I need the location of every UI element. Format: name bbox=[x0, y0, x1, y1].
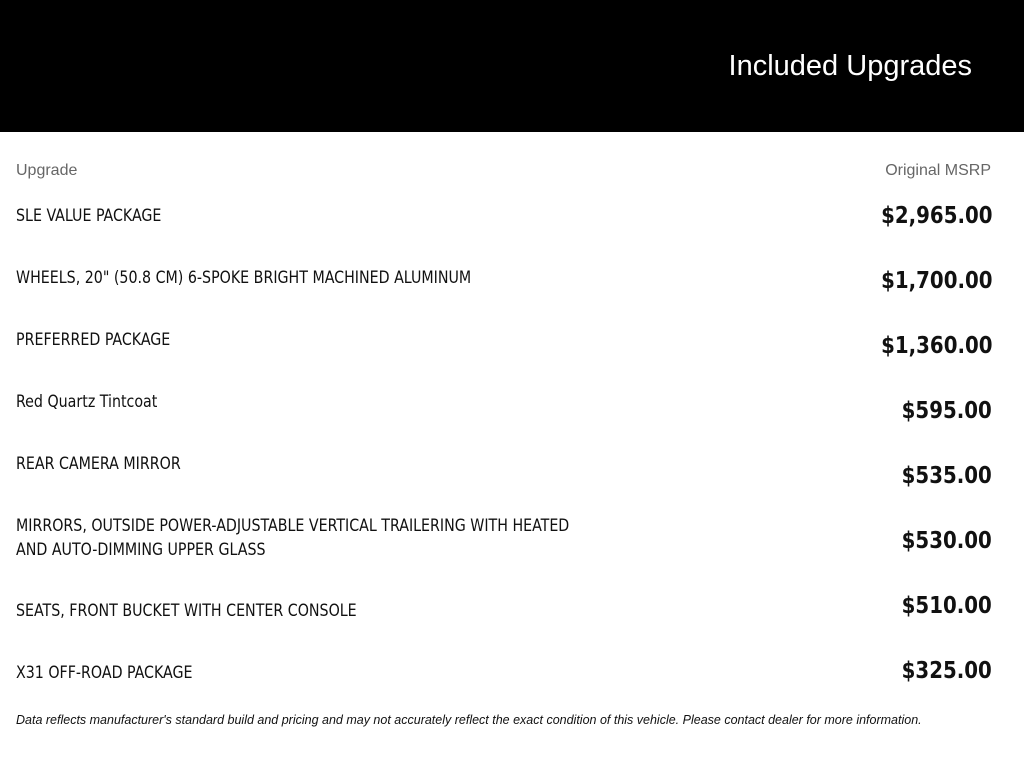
disclaimer-text: Data reflects manufacturer's standard build and pricing and may not accurately reflect the exact condition of this vehicle. Please contact dealer for more information. bbox=[16, 713, 922, 727]
upgrade-name: WHEELS, 20" (50.8 CM) 6-SPOKE BRIGHT MACHINED ALUMINUM bbox=[16, 268, 472, 288]
upgrade-name: MIRRORS, OUTSIDE POWER-ADJUSTABLE VERTICAL TRAILERING WITH HEATED AND AUTO-DIMMING UPPER GLASS bbox=[16, 516, 570, 560]
upgrade-price: $1,360.00 bbox=[880, 333, 992, 359]
upgrade-price: $535.00 bbox=[901, 463, 992, 489]
page-title: Included Upgrades bbox=[728, 50, 972, 82]
upgrade-price: $510.00 bbox=[901, 593, 992, 619]
upgrade-price: $325.00 bbox=[901, 658, 992, 684]
upgrade-name: SLE VALUE PACKAGE bbox=[16, 206, 162, 226]
upgrade-price: $595.00 bbox=[901, 398, 992, 424]
page-header bbox=[0, 0, 1024, 132]
upgrade-price: $1,700.00 bbox=[880, 268, 992, 294]
upgrade-name: Red Quartz Tintcoat bbox=[16, 392, 158, 412]
column-header-upgrade: Upgrade bbox=[16, 162, 78, 179]
column-header-msrp: Original MSRP bbox=[885, 162, 991, 179]
upgrade-name: REAR CAMERA MIRROR bbox=[16, 454, 181, 474]
upgrade-price: $2,965.00 bbox=[880, 203, 992, 229]
upgrade-name: SEATS, FRONT BUCKET WITH CENTER CONSOLE bbox=[16, 601, 357, 621]
upgrade-price: $530.00 bbox=[901, 528, 992, 554]
upgrade-name: PREFERRED PACKAGE bbox=[16, 330, 171, 350]
upgrade-name: X31 OFF-ROAD PACKAGE bbox=[16, 663, 193, 683]
